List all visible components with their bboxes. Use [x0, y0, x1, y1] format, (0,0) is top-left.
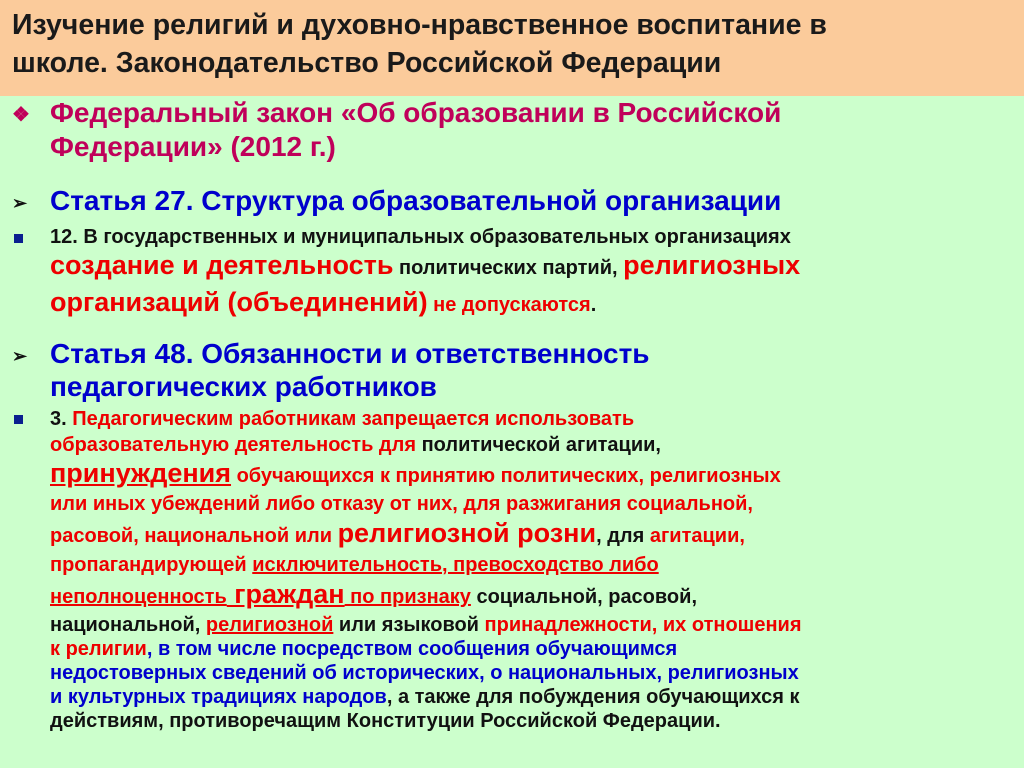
p3-religious-discord: религиозной розни: [337, 518, 597, 548]
p12-line-1: 12. В государственных и муниципальных образовательных организациях: [50, 226, 791, 248]
article-48-heading-line-1: Статья 48. Обязанности и ответственность: [50, 338, 650, 369]
p3-affiliation-text: принадлежности, их отношения: [484, 614, 802, 636]
p3-racial-text: расовой, национальной или: [50, 525, 338, 547]
p3-national-text: национальной,: [50, 614, 206, 636]
p3-line-7: [50, 578, 802, 613]
article-48-heading: [50, 337, 650, 403]
p3-citizens-word: граждан: [226, 579, 345, 609]
p3-social-text: социальной, расовой,: [470, 586, 697, 608]
diamond-bullet-icon: ❖: [12, 104, 30, 126]
p3-line-3: [50, 458, 802, 491]
article-48-heading-line-2: педагогических работников: [50, 371, 437, 402]
page-title-line-2: школе. Законодательство Российской Федерации: [12, 47, 722, 79]
p3-prohibition-text: Педагогическим работникам запрещается использовать: [72, 408, 635, 430]
p3-line-2: [50, 432, 802, 458]
p3-line-1: [50, 406, 802, 432]
p12-religious-word: религиозных: [623, 250, 801, 280]
p3-agitation-text: политической агитации,: [416, 434, 661, 456]
p3-traditions-text: и культурных традициях народов: [50, 686, 387, 708]
p3-line-12: действиям, противоречащим Конституции Российской Федерации.: [50, 710, 721, 732]
p3-line-4: или иных убеждений либо отказу от них, для разжигания социальной,: [50, 493, 753, 515]
p3-line-11: [50, 685, 802, 709]
p3-encouragement-text: , а также для побуждения обучающихся к: [386, 686, 800, 708]
square-bullet-icon: [14, 234, 23, 243]
p12-line-2: [50, 250, 800, 285]
p3-language-text: или языковой: [333, 614, 485, 636]
p3-basis-text: по признаку: [344, 586, 471, 608]
article-48-paragraph-3: [50, 406, 802, 733]
p3-line-8: [50, 613, 802, 637]
p3-line-6: [50, 552, 802, 578]
p3-communication-text: , в том числе посредством сообщения обучающимся: [146, 638, 678, 660]
p3-coercion-word: принуждения: [50, 458, 232, 488]
p12-not-allowed-text: не допускаются: [427, 294, 591, 316]
federal-law-line-2: Федерации» (2012 г.): [50, 131, 336, 162]
title-banner: [0, 0, 1024, 96]
p3-line-5: [50, 517, 802, 552]
p12-organizations-phrase: организаций (объединений): [50, 287, 428, 317]
p3-inferiority-word: неполноценность: [50, 586, 227, 608]
page-title-line-1: Изучение религий и духовно-нравственное воспитание в: [12, 9, 827, 41]
p3-religious-word: религиозной: [205, 614, 334, 636]
square-bullet-icon: [14, 415, 23, 424]
p3-agitation-word: агитации,: [649, 525, 745, 547]
p3-line-9: [50, 637, 802, 661]
p3-for-text: , для: [596, 525, 650, 547]
p12-line-3: [50, 285, 800, 324]
p3-students-text: обучающихся к принятию политических, религиозных: [231, 465, 781, 487]
p3-propaganda-text: пропагандирующей: [50, 554, 253, 576]
federal-law-title: [50, 96, 781, 164]
p3-exclusivity-text: исключительность, превосходство либо: [252, 554, 659, 576]
p3-line-10: недостоверных сведений об исторических, о национальных, религиозных: [50, 662, 799, 684]
p12-parties-text: политических партий,: [393, 257, 624, 279]
p12-creation-phrase: создание и деятельность: [50, 250, 394, 280]
federal-law-line-1: Федеральный закон «Об образовании в Российской: [50, 97, 782, 128]
p12-period: .: [590, 294, 597, 316]
p3-activity-text: образовательную деятельность для: [50, 434, 417, 456]
p3-number: 3.: [50, 408, 73, 430]
article-27-paragraph-12: [50, 224, 800, 324]
arrow-bullet-icon: ➢: [12, 193, 28, 213]
p3-to-religion-text: к религии: [50, 638, 147, 660]
article-27-heading: Статья 27. Структура образовательной организации: [50, 185, 782, 216]
arrow-bullet-icon: ➢: [12, 346, 28, 366]
